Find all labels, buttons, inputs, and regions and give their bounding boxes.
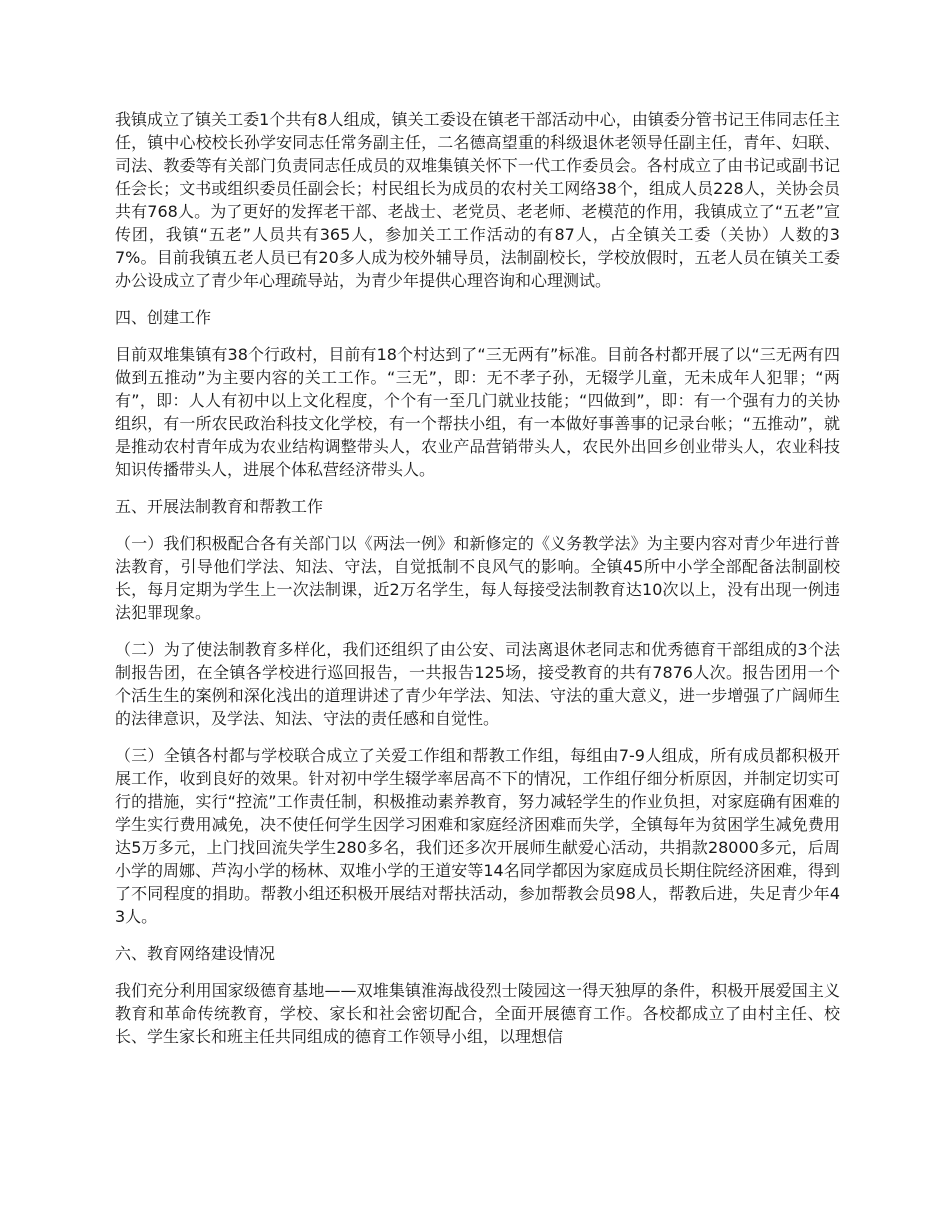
paragraph-legal-education-1: （一）我们积极配合各有关部门以《两法一例》和新修定的《义务教学法》为主要内容对青少年进行普法教育，引导他们学法、知法、守法，自觉抵制不良风气的影响。全镇45所中小学全部配备法制副校长，每月定期为学生上一次法制课，近2万名学生，每人每接受法制教育达10次以上，没有出现一例违法犯罪现象。 <box>115 534 840 622</box>
section-heading-5: 五、开展法制教育和帮教工作 <box>115 497 324 516</box>
document-body <box>115 108 840 1062</box>
paragraph-legal-education-2: （二）为了使法制教育多样化，我们还组织了由公安、司法离退休老同志和优秀德育干部组成的3个法制报告团，在全镇各学校进行巡回报告，一共报告125场，接受教育的共有7876人次。报告团用一个个活生生的案例和深化浅出的道理讲述了青少年学法、知法、守法的重大意义，进一步增强了广阔师生的法律意识，及学法、知法、守法的责任感和自觉性。 <box>115 640 840 728</box>
paragraph-guangongwei-organization: 我镇成立了镇关工委1个共有8人组成，镇关工委设在镇老干部活动中心，由镇委分管书记王伟同志任主任，镇中心校校长孙学安同志任常务副主任，二名德高望重的科级退休老领导任副主任，青年、妇联、司法、教委等有关部门负责同志任成员的双堆集镇关怀下一代工作委员会。各村成立了由书记或副书记任会长；文书或组织委员任副会长；村民组长为成员的农村关工网络38个，组成人员228人，关协会员共有768人。为了更好的发挥老干部、老战士、老党员、老老师、老模范的作用，我镇成立了“五老”宣传团，我镇“五老”人员共有365人，参加关工工作活动的有87人，占全镇关工委（关协）人数的37%。目前我镇五老人员已有20多人成为校外辅导员，法制副校长，学校放假时，五老人员在镇关工委办公设成立了青少年心理疏导站，为青少年提供心理咨询和心理测试。 <box>115 110 840 290</box>
paragraph-education-network: 我们充分利用国家级德育基地——双堆集镇淮海战役烈士陵园这一得天独厚的条件，积极开展爱国主义教育和革命传统教育，学校、家长和社会密切配合，全面开展德育工作。各校都成立了由村主任、校长、学生家长和班主任共同组成的德育工作领导小组，以理想信 <box>115 981 840 1046</box>
section-heading-4: 四、创建工作 <box>115 308 212 327</box>
section-heading-6: 六、教育网络建设情况 <box>115 944 276 963</box>
paragraph-legal-education-3: （三）全镇各村都与学校联合成立了关爱工作组和帮教工作组，每组由7-9人组成，所有成员都积极开展工作，收到良好的效果。针对初中学生辍学率居高不下的情况，工作组仔细分析原因，并制定切实可行的措施，实行“控流”工作责任制，积极推动素养教育，努力减轻学生的作业负担，对家庭确有困难的学生实行费用减免，决不使任何学生因学习困难和家庭经济困难而失学，全镇每年为贫困学生减免费用达5万多元，上门找回流失学生280多名，我们还多次开展师生献爱心活动，共捐款28000多元，后周小学的周娜、芦沟小学的杨林、双堆小学的王道安等14名同学都因为家庭成员长期住院经济困难，得到了不同程度的捐助。帮教小组还积极开展结对帮扶活动，参加帮教会员98人，帮教后进，失足青少年43人。 <box>115 746 840 926</box>
paragraph-creation-work: 目前双堆集镇有38个行政村，目前有18个村达到了“三无两有”标准。目前各村都开展了以“三无两有四做到五推动”为主要内容的关工工作。“三无”，即：无不孝子孙，无辍学儿童，无未成年人犯罪；“两有”，即：人人有初中以上文化程度，个个有一至几门就业技能；“四做到”，即：有一个强有力的关协组织，有一所农民政治科技文化学校，有一个帮扶小组，有一本做好事善事的记录台帐；“五推动”，就是推动农村青年成为农业结构调整带头人，农业产品营销带头人，农民外出回乡创业带头人，农业科技知识传播带头人，进展个体私营经济带头人。 <box>115 345 840 479</box>
